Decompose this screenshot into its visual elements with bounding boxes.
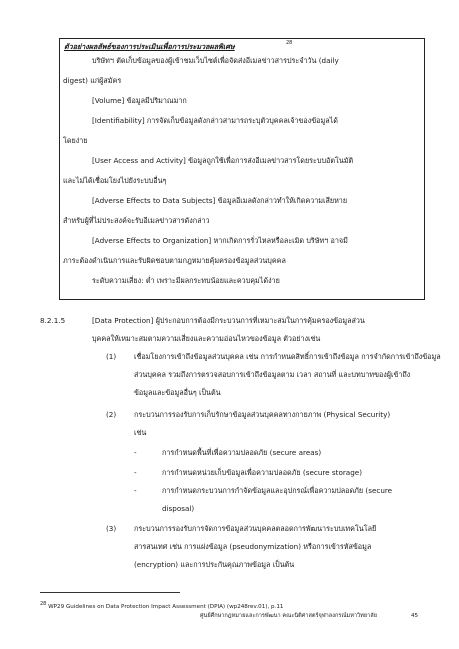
box-line: บริษัทฯ ตัดเก็บข้อมูลของผู้เข้าชมเว็บไซต์เพื่อจัดส่งอีเมลข่าวสารประจำวัน (daily [92, 56, 339, 65]
footnote-rule [40, 592, 180, 593]
section-line: [Data Protection] ผู้ประกอบการต้องมีกระบวนการที่เหมาะสมในการคุ้มครองข้อมูลส่วน [92, 316, 365, 325]
box-line: ภาระต้องดำเนินการและรับผิดชอบตามกฎหมายคุ้มครองข้อมูลส่วนบุคคล [63, 256, 286, 265]
list-item-line: กระบวนการรองรับการจัดการข้อมูลส่วนบุคคลตลอดการพัฒนาระบบเทคโนโลยี [134, 524, 377, 533]
bullet-line: การกำหนดกระบวนการกำจัดข้อมูลและอุปกรณ์เพื่อความปลอดภัย (secure [162, 486, 393, 495]
section-number: 8.2.1.5 [40, 316, 66, 325]
box-line: [Adverse Effects to Organization] หากเกิดการรั่วไหลหรือละเมิด บริษัทฯ อาจมี [92, 236, 348, 245]
box-line: digest) แก่ผู้สมัคร [63, 76, 122, 85]
box-line: [User Access and Activity] ข้อมูลถูกใช้เพื่อการส่งอีเมลข่าวสารโดยระบบอัตโนมัติ [92, 156, 354, 165]
bullet-line: disposal) [162, 504, 195, 513]
box-line: [Identifiability] การจัดเก็บข้อมูลดังกล่าวสามารถระบุตัวบุคคลเจ้าของข้อมูลได้ [92, 116, 338, 125]
list-number: (1) [106, 352, 117, 361]
list-item-line: เช่น [134, 428, 147, 437]
list-item-line: เชื่อมโยงการเข้าถึงข้อมูลส่วนบุคคล เช่น การกำหนดสิทธิ์การเข้าถึงข้อมูล การจำกัดการเข้าถึงข้อมูล [134, 352, 441, 361]
list-item-line: ข้อมูลและข้อมูลอื่นๆ เป็นต้น [134, 388, 221, 397]
footnote-number: 28 [40, 601, 47, 607]
bullet-dash: - [134, 448, 137, 457]
bullet-line: การกำหนดหน่วยเก็บข้อมูลเพื่อความปลอดภัย (secure storage) [162, 468, 363, 477]
bullet-dash: - [134, 468, 137, 477]
example-box-title: ตัวอย่างผลลัพธ์ของการประเมินเพื่อการประมวลผลพิเศษ [64, 42, 235, 51]
page-number: 45 [411, 613, 419, 619]
list-item-line: กระบวนการรองรับการเก็บรักษาข้อมูลส่วนบุคคลทางกายภาพ (Physical Security) [134, 410, 391, 419]
footnote-ref-marker: 28 [286, 40, 293, 46]
footnote [40, 600, 283, 612]
list-item-line: สารสนเทศ เช่น การแฝงข้อมูล (pseudonymization) หรือการเข้ารหัสข้อมูล [134, 542, 372, 551]
box-line: [Adverse Effects to Data Subjects] ข้อมูลอีเมลดังกล่าวทำให้เกิดความเสียหาย [92, 196, 348, 205]
footnote-text: WP29 Guidelines on Data Protection Impact Assessment (DPIA) (wp248rev.01), p.11 [48, 603, 284, 610]
footer-institution: ศูนย์ศึกษากฎหมายและการพัฒนา คณะนิติศาสตร์จุฬาลงกรณ์มหาวิทยาลัย [200, 613, 377, 619]
box-line: ระดับความเสี่ยง: ต่ำ เพราะมีผลกระทบน้อยและควบคุมได้ง่าย [92, 276, 280, 285]
list-number: (2) [106, 410, 117, 419]
bullet-line: การกำหนดพื้นที่เพื่อความปลอดภัย (secure areas) [162, 448, 322, 457]
list-item-line: (encryption) และการประกันคุณภาพข้อมูล เป็นต้น [134, 560, 295, 569]
section-line: บุคคลให้เหมาะสมตามความเสี่ยงและความอ่อนไหวของข้อมูล ตัวอย่างเช่น [92, 334, 321, 343]
box-line: และไม่ได้เชื่อมโยงไปยังระบบอื่นๆ [63, 176, 167, 185]
box-line: [Volume] ข้อมูลมีปริมาณมาก [92, 96, 187, 105]
box-line: สำหรับผู้ที่ไม่ประสงค์จะรับอีเมลข่าวสารดังกล่าว [63, 216, 210, 225]
list-number: (3) [106, 524, 117, 533]
box-line: โดยง่าย [63, 136, 88, 145]
bullet-dash: - [134, 486, 137, 495]
list-item-line: ส่วนบุคคล รวมถึงการตรวจสอบการเข้าถึงข้อมูลตาม เวลา สถานที่ และบทบาทของผู้เข้าถึง [134, 370, 411, 379]
